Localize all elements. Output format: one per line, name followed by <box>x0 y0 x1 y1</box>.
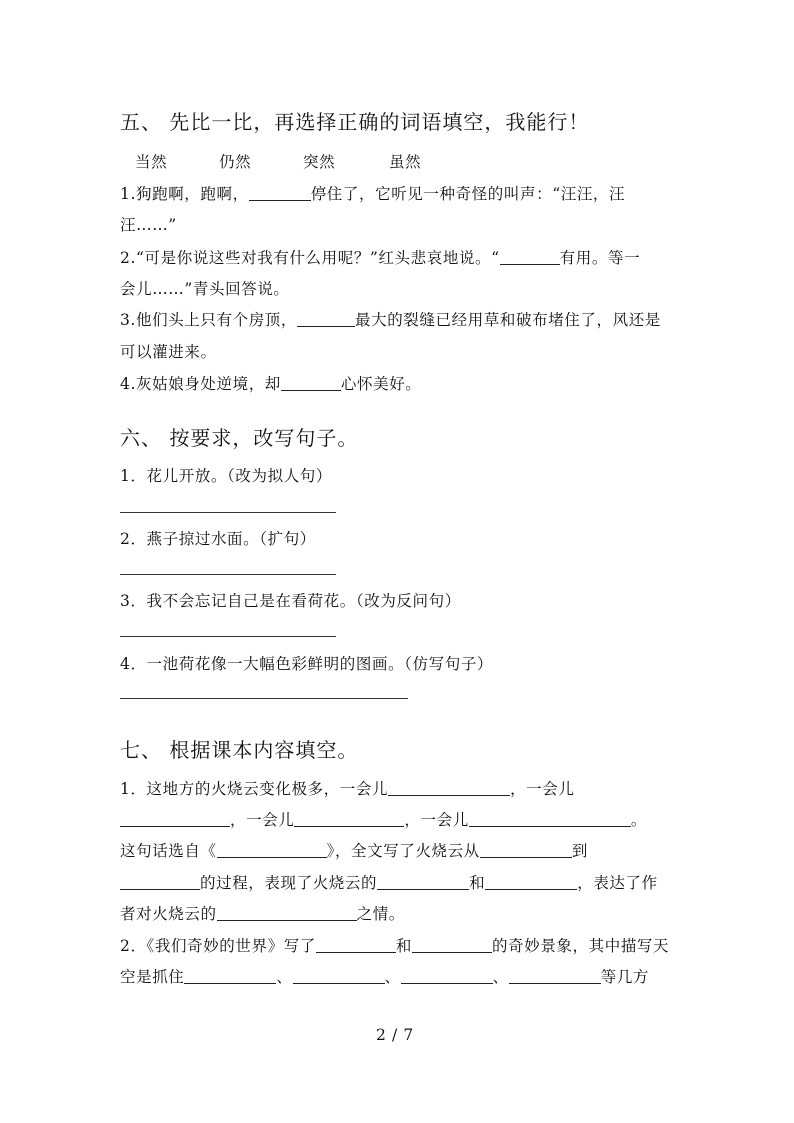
s7-line6: 2．《我们奇妙的世界》写了 和 的奇妙景象，其中描写天 <box>120 937 670 955</box>
answer-blank[interactable] <box>297 325 355 327</box>
s5-q2-line1: 2.“可是你说这些对我有什么用呢？”红头悲哀地说。“ 有用。等一 <box>120 249 641 267</box>
s5-q3-line1: 3.他们头上只有个房顶， 最大的裂缝已经用草和破布堵住了，风还是 <box>120 311 661 329</box>
answer-line[interactable] <box>120 636 336 637</box>
answer-blank[interactable] <box>184 982 276 984</box>
answer-line[interactable] <box>120 698 408 699</box>
s6-q2: 2．燕子掠过水面。（扩句） <box>120 530 316 548</box>
answer-blank[interactable] <box>509 982 601 984</box>
answer-blank[interactable] <box>485 888 577 890</box>
answer-blank[interactable] <box>480 856 572 858</box>
answer-blank[interactable] <box>388 794 510 796</box>
answer-blank[interactable] <box>281 389 341 391</box>
answer-blank[interactable] <box>294 825 404 827</box>
s6-q3: 3．我不会忘记自己是在看荷花。（改为反问句） <box>120 592 461 610</box>
s6-q4: 4．一池荷花像一大幅色彩鲜明的图画。（仿写句子） <box>120 655 494 673</box>
s7-line4: 的过程，表现了火烧云的 和 ，表达了作 <box>120 871 658 893</box>
answer-blank[interactable] <box>217 919 357 921</box>
s5-q1-line1: 1.狗跑啊，跑啊， 停住了，它听见一种奇怪的叫声：“汪汪，汪 <box>120 185 626 203</box>
s7-line7: 空是抓住 、 、 、 等几方 <box>120 968 650 986</box>
s7-line5: 者对火烧云的 之情。 <box>120 905 405 923</box>
word-option: 突然 <box>303 153 336 171</box>
section-5-title: 五、 先比一比，再选择正确的词语填空，我能行！ <box>120 110 590 134</box>
answer-blank[interactable] <box>217 856 327 858</box>
answer-blank[interactable] <box>469 825 631 827</box>
answer-blank[interactable] <box>316 951 396 953</box>
answer-blank[interactable] <box>401 982 493 984</box>
s7-line2: ，一会儿 ，一会儿 。 <box>120 808 647 830</box>
word-option: 虽然 <box>389 153 422 171</box>
answer-blank[interactable] <box>293 982 385 984</box>
s5-q2-line2: 会儿……”青头回答说。 <box>120 280 290 298</box>
word-options <box>135 150 421 172</box>
s6-q1: 1．花儿开放。（改为拟人句） <box>120 467 333 485</box>
page-number: 2 / 7 <box>376 1026 414 1044</box>
word-option: 当然 <box>135 153 168 171</box>
answer-blank[interactable] <box>500 263 560 265</box>
s7-line1: 1．这地方的火烧云变化极多，一会儿 ，一会儿 <box>120 780 575 798</box>
s5-q4: 4.灰姑娘身处逆境，却 心怀美好。 <box>120 375 422 393</box>
section-7-title: 七、 根据课本内容填空。 <box>120 738 359 762</box>
answer-blank[interactable] <box>120 825 230 827</box>
answer-blank[interactable] <box>412 951 492 953</box>
answer-line[interactable] <box>120 574 336 575</box>
answer-line[interactable] <box>120 512 336 513</box>
word-option: 仍然 <box>219 153 252 171</box>
section-6-title: 六、 按要求，改写句子。 <box>120 426 359 450</box>
answer-blank[interactable] <box>120 888 200 890</box>
answer-blank[interactable] <box>249 199 311 201</box>
s5-q3-line2: 可以灌进来。 <box>120 343 217 361</box>
answer-blank[interactable] <box>377 888 469 890</box>
s5-q1-line2: 汪……” <box>120 216 177 234</box>
s7-line3: 这句话选自《 》，全文写了火烧云从 到 <box>120 842 588 860</box>
